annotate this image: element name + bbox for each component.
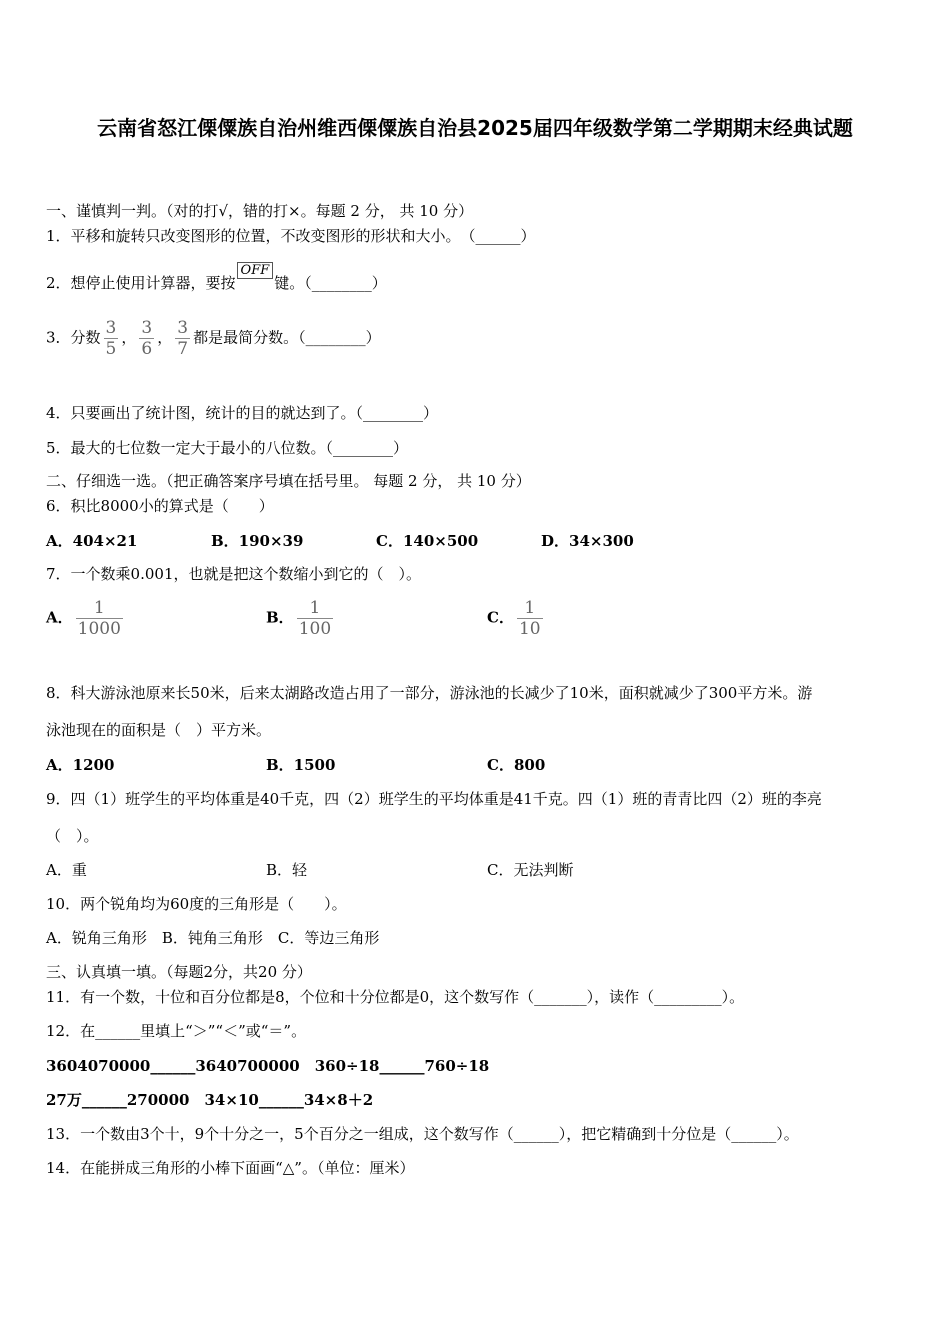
- q9-option-b: B．轻: [266, 861, 308, 879]
- question-9-line-2: （ ）。: [46, 827, 99, 845]
- fraction-1-10: $\frac{1}{10}$: [518, 598, 541, 639]
- question-13: 13．一个数由3个十，9个十分之一，5个百分之一组成，这个数写作（______），把它精确到十分位是（______）。: [46, 1125, 799, 1143]
- question-9-line-1: 9．四（1）班学生的平均体重是40千克，四（2）班学生的平均体重是41千克。四（1）班的青青比四（2）班的李亮: [46, 790, 822, 808]
- question-12-row-2: 27万______270000 34×10______34×8＋2: [46, 1091, 374, 1109]
- q6-option-a: A．404×21: [46, 532, 138, 550]
- section-3-heading: 三、认真填一填。（每题2分，共20 分）: [46, 963, 312, 981]
- q7-option-c: C． $\frac{1}{10}$: [487, 598, 541, 639]
- section-1-heading: 一、谨慎判一判。（对的打√，错的打×。每题 2 分， 共 10 分）: [46, 202, 474, 220]
- q6-option-c: C．140×500: [376, 532, 479, 550]
- fraction-3-5: $\frac{3}{5}$: [105, 318, 117, 359]
- question-14: 14．在能拼成三角形的小棒下面画“△”。（单位：厘米）: [46, 1159, 415, 1177]
- off-key-icon: OFF: [237, 262, 274, 279]
- q8-option-b: B．1500: [266, 756, 336, 774]
- question-8-line-2: 泳池现在的面积是（ ）平方米。: [46, 721, 272, 739]
- section-2-heading: 二、仔细选一选。（把正确答案序号填在括号里。 每题 2 分， 共 10 分）: [46, 472, 531, 490]
- fraction-1-1000: $\frac{1}{1000}$: [77, 598, 121, 639]
- question-8-line-1: 8．科大游泳池原来长50米，后来太湖路改造占用了一部分，游泳池的长减少了10米，面积就减少了300平方米。游: [46, 684, 813, 702]
- question-3: 3．分数 $\frac{3}{5}$ ， $\frac{3}{6}$ ， $\frac{3}{7}$ 都是最简分数。（________）: [46, 318, 381, 359]
- page-title: 云南省怒江傈僳族自治州维西傈僳族自治县2025届四年级数学第二学期期末经典试题: [97, 116, 853, 140]
- q9-option-a: A．重: [46, 861, 87, 879]
- question-5: 5．最大的七位数一定大于最小的八位数。（________）: [46, 439, 409, 457]
- question-12-row-1: 3604070000______3640700000 360÷18______760÷18: [46, 1057, 490, 1075]
- q6-option-d: D．34×300: [541, 532, 634, 550]
- question-11: 11．有一个数，十位和百分位都是8，个位和十分位都是0，这个数写作（_______），读作（_________）。: [46, 988, 745, 1006]
- q7-option-b: B． $\frac{1}{100}$: [266, 598, 332, 639]
- question-6: 6．积比8000小的算式是（ ）: [46, 497, 274, 515]
- question-10: 10．两个锐角均为60度的三角形是（ ）。: [46, 895, 347, 913]
- question-3-prefix: 3．分数: [46, 328, 101, 347]
- question-12: 12．在______里填上“＞”“＜”或“＝”。: [46, 1022, 307, 1040]
- fraction-3-6: $\frac{3}{6}$: [141, 318, 153, 359]
- question-4: 4．只要画出了统计图，统计的目的就达到了。（________）: [46, 404, 439, 422]
- question-2-suffix: 键。（________）: [274, 274, 387, 292]
- fraction-3-7: $\frac{3}{7}$: [177, 318, 189, 359]
- question-7: 7．一个数乘0.001，也就是把这个数缩小到它的（ ）。: [46, 565, 421, 583]
- q8-option-c: C．800: [487, 756, 546, 774]
- q8-option-a: A．1200: [46, 756, 115, 774]
- question-2: [46, 263, 387, 294]
- question-3-suffix: 都是最简分数。（________）: [193, 328, 381, 347]
- q10-options: A．锐角三角形 B．钝角三角形 C．等边三角形: [46, 929, 380, 947]
- q6-option-b: B．190×39: [211, 532, 304, 550]
- question-2-prefix: 2．想停止使用计算器，要按: [46, 274, 236, 292]
- q9-option-c: C．无法判断: [487, 861, 574, 879]
- question-1: 1．平移和旋转只改变图形的位置，不改变图形的形状和大小。 （______）: [46, 227, 536, 245]
- fraction-1-100: $\frac{1}{100}$: [298, 598, 332, 639]
- q7-option-a: A． $\frac{1}{1000}$: [46, 598, 121, 639]
